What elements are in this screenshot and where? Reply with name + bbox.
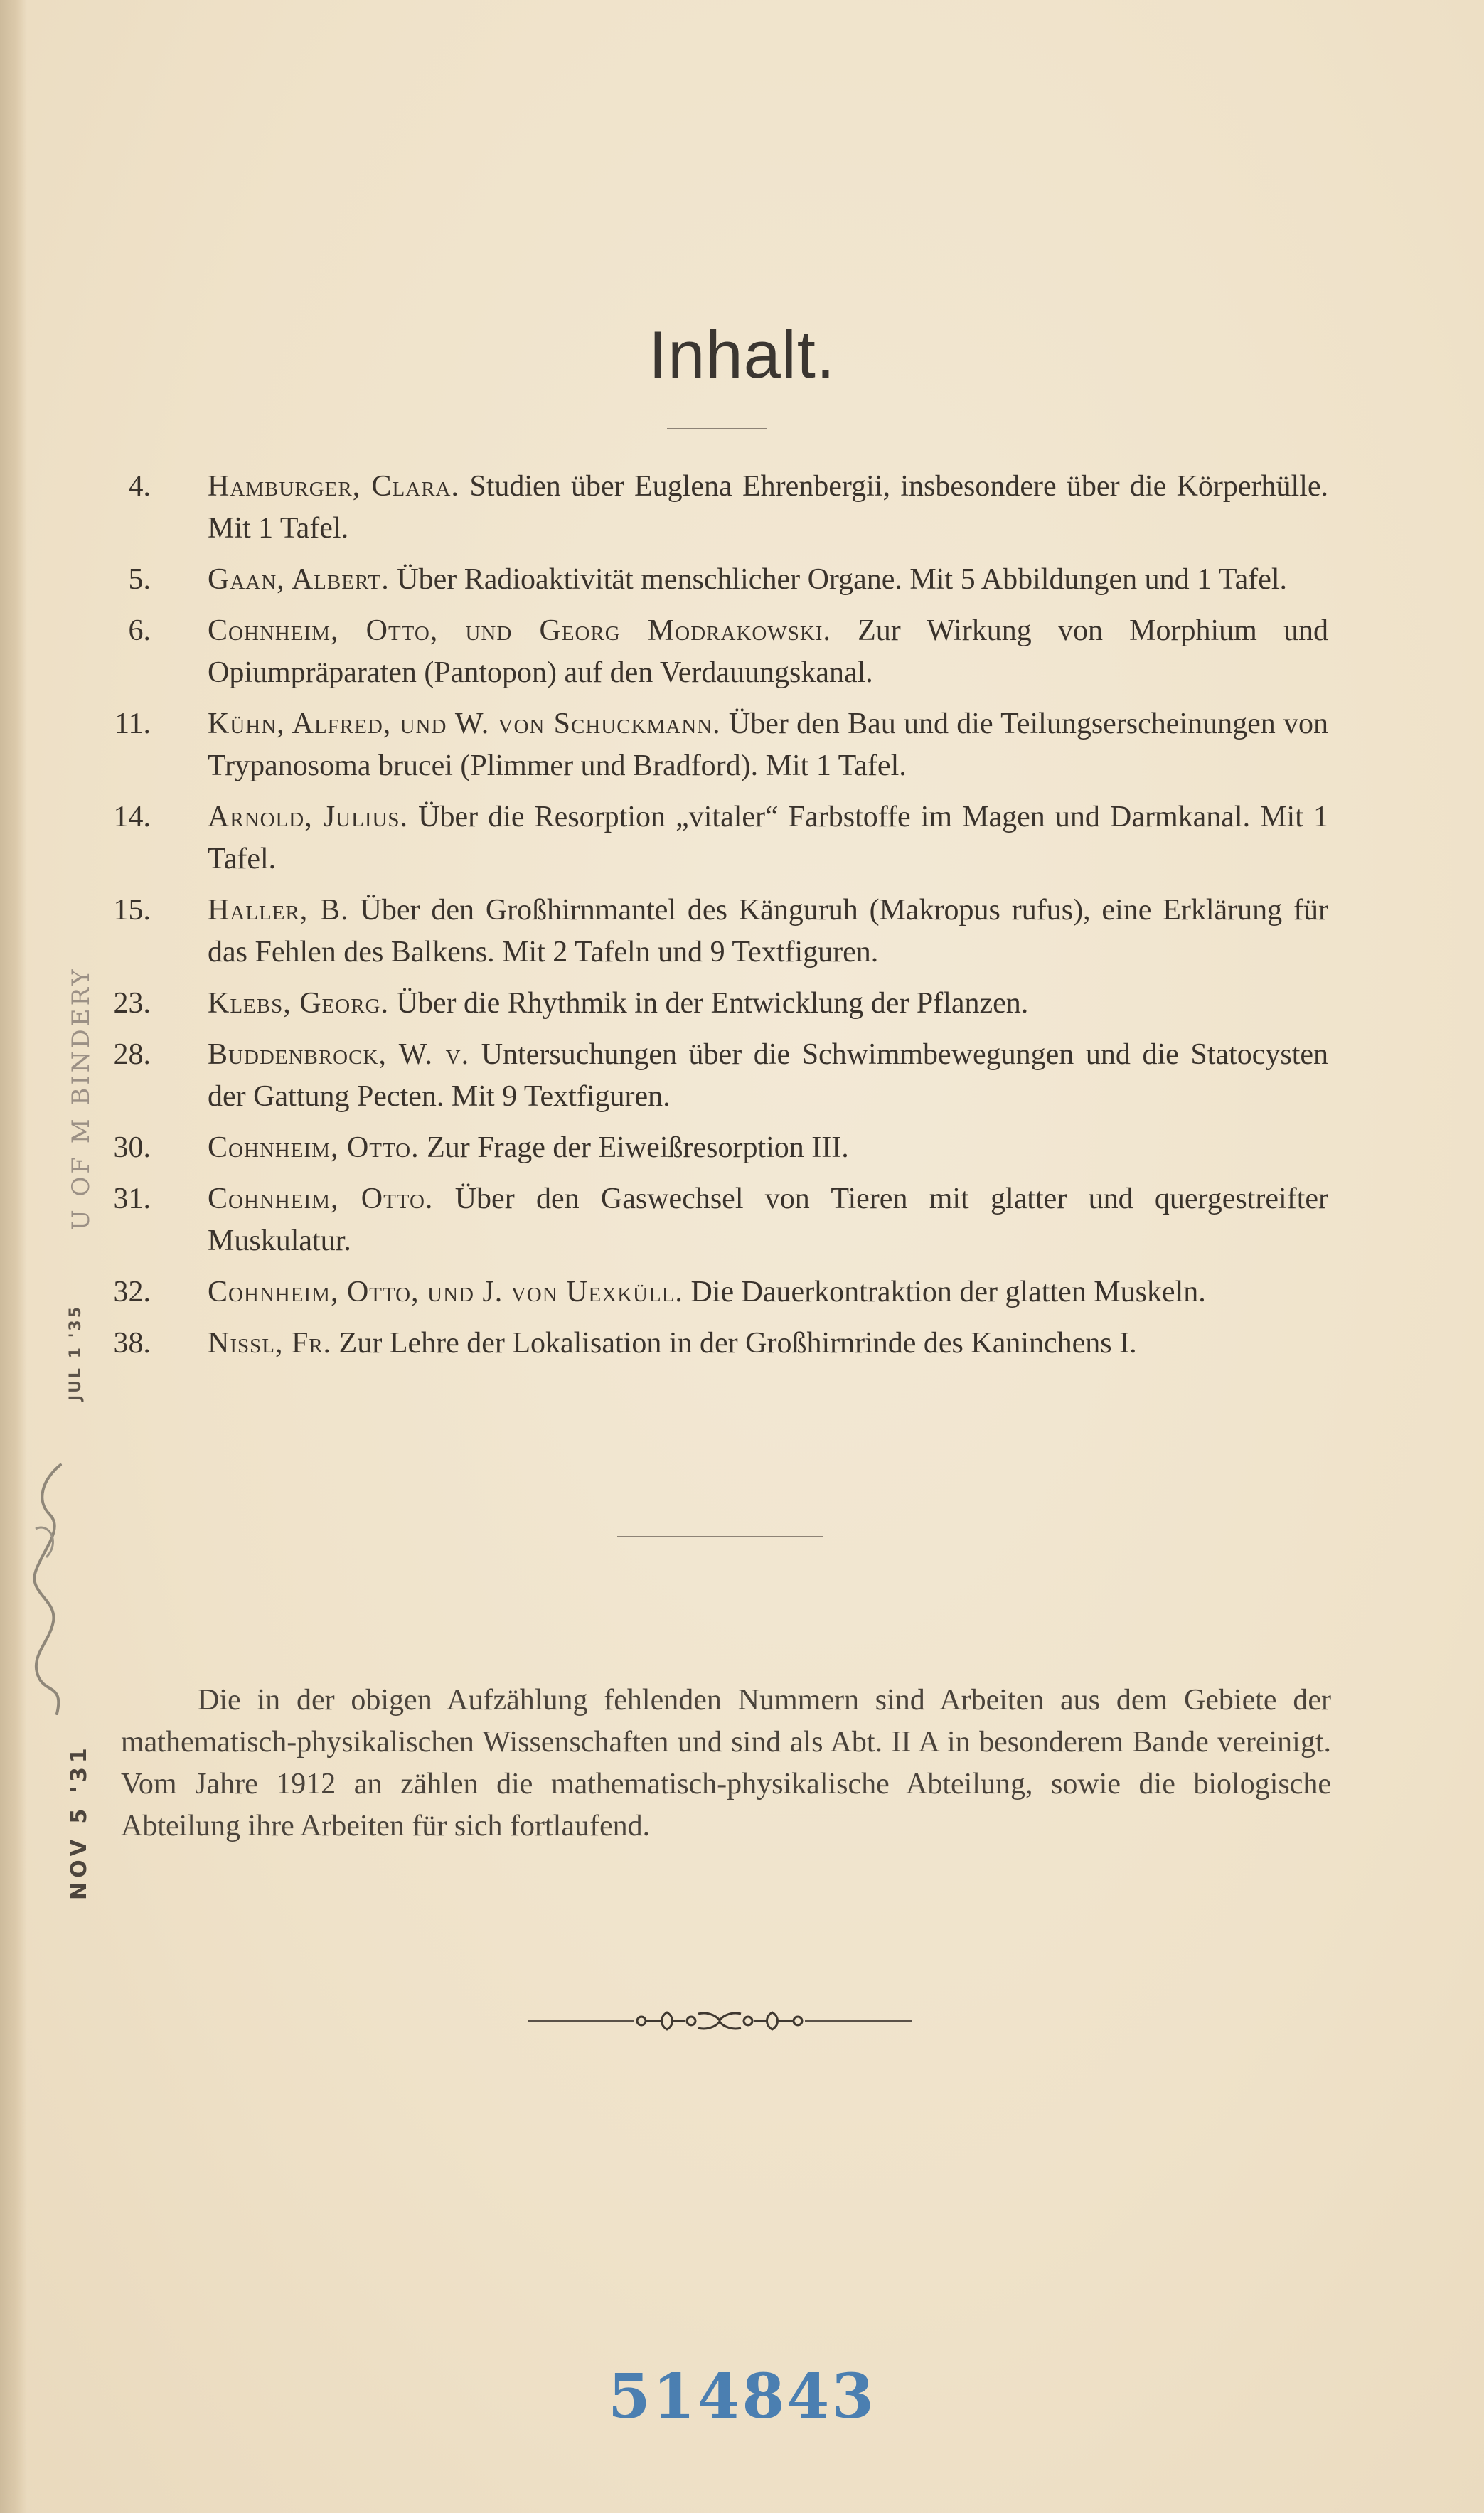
entry-title: Über die Resorption „vitaler“ Farbstoffe im Magen und Darmkanal. Mit 1 Tafel. (208, 801, 1328, 875)
toc-entry-14 (107, 796, 1328, 880)
entry-number: 31. (113, 1183, 151, 1215)
entry-author: Cohnheim, Otto, und Georg Modrakowski. (208, 614, 831, 647)
entry-title: Zur Frage der Eiweißresorption III. (427, 1131, 849, 1164)
footnote-paragraph: Die in der obigen Aufzählung fehlenden Nummern sind Arbeiten aus dem Gebiete der mathematisch-physikalischen Wissenschaften und sind als Abt. II A in besonderem Bande vereinigt. Vom Jahre 1912 an zählen die mathematisch-physikalische Abteilung, sowie die biologische Abteilung ihre Arbeiten für sich fortlaufend. (121, 1684, 1331, 1842)
toc-entry-28 (107, 1034, 1328, 1118)
entry-number: 11. (114, 708, 151, 740)
entry-author: Kühn, Alfred, und W. von Schuckmann. (208, 708, 721, 740)
entry-number: 28. (113, 1038, 151, 1071)
entry-author: Cohnheim, Otto. (208, 1183, 434, 1215)
title-rule (667, 428, 767, 429)
toc-entry-4 (107, 466, 1328, 550)
entry-number: 15. (113, 894, 151, 927)
entry-number: 4. (128, 470, 151, 503)
toc-entry-11 (107, 703, 1328, 787)
entry-author: Cohnheim, Otto, und J. von Uexküll. (208, 1276, 683, 1308)
toc-entry-15 (107, 890, 1328, 973)
entry-author: Nissl, Fr. (208, 1327, 332, 1360)
entry-author: Buddenbrock, W. v. (208, 1038, 470, 1071)
entry-title: Über den Gaswechsel von Tieren mit glatter und quergestreifter Muskulatur. (208, 1183, 1329, 1257)
section-rule (617, 1536, 823, 1537)
toc-entry-6 (107, 610, 1328, 694)
page-title: Inhalt. (648, 317, 836, 392)
entry-author: Cohnheim, Otto. (208, 1131, 420, 1164)
entry-number: 38. (113, 1327, 151, 1360)
handwritten-signature-icon (21, 1451, 78, 1735)
bindery-stamp: U OF M BINDERY (67, 966, 95, 1230)
entry-author: Gaan, Albert. (208, 563, 390, 596)
entry-title: Über Radioaktivität menschlicher Organe. Mit 5 Abbildungen und 1 Tafel. (397, 563, 1288, 596)
entry-title: Zur Lehre der Lokalisation in der Großhirnrinde des Kaninchens I. (338, 1327, 1137, 1360)
entry-number: 30. (113, 1131, 151, 1164)
entry-title: Über die Rhythmik in der Entwicklung der Pflanzen. (396, 987, 1029, 1020)
accession-number: 514843 (607, 2361, 877, 2433)
toc-entry-23 (107, 983, 1328, 1025)
entry-title: Über den Bau und die Teilungserscheinungen von Trypanosoma brucei (Plimmer und Bradford). Mit 1 Tafel. (208, 708, 1329, 782)
date-stamp-nov: NOV 5 '31 (67, 1744, 92, 1900)
entry-number: 5. (128, 563, 151, 596)
ornament-divider-icon (528, 2007, 912, 2035)
entry-title: Studien über Euglena Ehrenbergii, insbesondere über die Körperhülle. Mit 1 Tafel. (208, 470, 1328, 545)
entry-number: 32. (113, 1276, 151, 1308)
entry-author: Hamburger, Clara. (208, 470, 459, 503)
entry-title: Zur Wirkung von Morphium und Opiumpräparaten (Pantopon) auf den Verdauungskanal. (208, 614, 1329, 689)
toc-entry-32 (107, 1271, 1328, 1313)
entry-author: Arnold, Julius. (208, 801, 409, 833)
entry-number: 6. (128, 614, 151, 647)
toc-entry-31 (107, 1178, 1328, 1262)
toc-entry-5 (107, 559, 1328, 601)
table-of-contents (107, 466, 1328, 1374)
entry-title: Die Dauerkontraktion der glatten Muskeln. (690, 1276, 1206, 1308)
entry-title: Untersuchungen über die Schwimmbewegungen und die Statocysten der Gattung Pecten. Mit 9 Textfiguren. (208, 1038, 1329, 1113)
date-stamp-jul: JUL 1 '35 (67, 1304, 85, 1401)
entry-number: 23. (113, 987, 151, 1020)
toc-entry-38 (107, 1323, 1328, 1365)
entry-title: Über den Großhirnmantel des Känguruh (Makropus rufus), eine Erklärung für das Fehlen des Balkens. Mit 2 Tafeln und 9 Textfiguren. (208, 894, 1329, 969)
entry-author: Haller, B. (208, 894, 349, 927)
entry-number: 14. (113, 801, 151, 833)
toc-entry-30 (107, 1127, 1328, 1169)
entry-author: Klebs, Georg. (208, 987, 390, 1020)
